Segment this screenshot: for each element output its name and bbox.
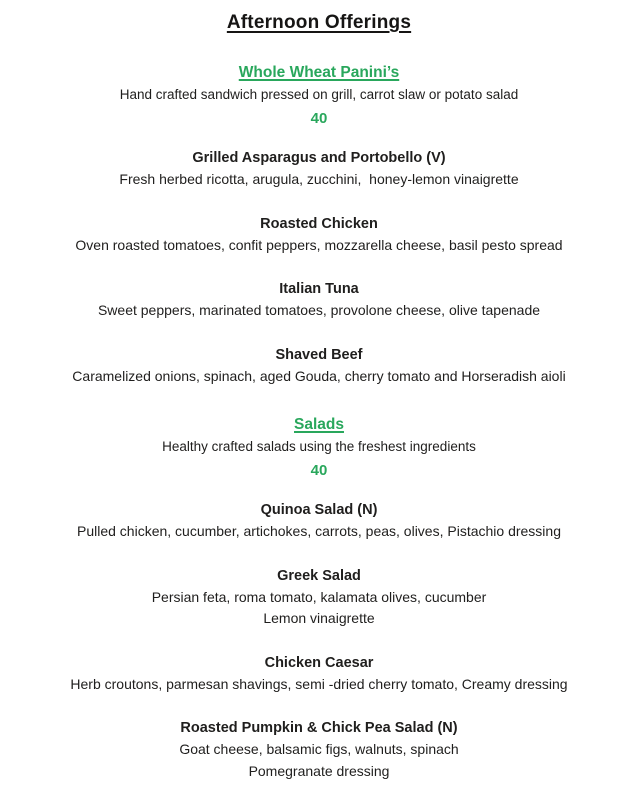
- page-title: Afternoon Offerings: [226, 12, 412, 33]
- menu-item: [0, 345, 638, 388]
- menu-item-description: Persian feta, roma tomato, kalamata olives, cucumber: [151, 588, 487, 605]
- section-heading-wrap: [0, 416, 638, 434]
- menu-item-name: Roasted Chicken: [260, 215, 378, 232]
- menu-item: [0, 718, 638, 782]
- menu-item: [0, 566, 638, 630]
- section-subtitle: Hand crafted sandwich pressed on grill, carrot slaw or potato salad: [119, 87, 519, 102]
- menu-item: [0, 214, 638, 257]
- section-subtitle: Healthy crafted salads using the freshest ingredients: [162, 439, 476, 454]
- menu-item-description: Lemon vinaigrette: [263, 610, 375, 626]
- menu-item-name: Shaved Beef: [275, 346, 363, 363]
- menu-item: [0, 500, 638, 543]
- section-price: 40: [310, 462, 328, 479]
- menu-item-name: Greek Salad: [277, 567, 361, 584]
- menu-item-description: Sweet peppers, marinated tomatoes, provolone cheese, olive tapenade: [97, 302, 541, 318]
- menu-item-description: Oven roasted tomatoes, confit peppers, mozzarella cheese, basil pesto spread: [75, 236, 563, 253]
- title-wrap: [0, 12, 638, 34]
- menu-item-name: Chicken Caesar: [264, 654, 374, 671]
- menu-item-name: Roasted Pumpkin & Chick Pea Salad (N): [180, 720, 458, 736]
- menu-item-name: Italian Tuna: [279, 281, 359, 297]
- menu-item-name: Grilled Asparagus and Portobello (V): [192, 150, 446, 166]
- menu-item: [0, 653, 638, 696]
- menu-item: [0, 148, 638, 191]
- menu-item: [0, 279, 638, 322]
- menu-item-description: Pulled chicken, cucumber, artichokes, carrots, peas, olives, Pistachio dressing: [76, 523, 561, 539]
- section-heading: Whole Wheat Panini’s: [238, 64, 400, 81]
- section-price: 40: [310, 110, 328, 127]
- menu-item-name: Quinoa Salad (N): [260, 502, 378, 518]
- menu-section-salads: [0, 416, 638, 782]
- section-heading: Salads: [294, 416, 344, 433]
- menu-item-description: Pomegranate dressing: [248, 762, 390, 779]
- menu-item-description: Caramelized onions, spinach, aged Gouda, cherry tomato and Horseradish aioli: [72, 367, 566, 384]
- menu-section-paninis: [0, 64, 638, 387]
- section-heading-wrap: [0, 64, 638, 82]
- menu-item-description: Fresh herbed ricotta, arugula, zucchini, honey-lemon vinaigrette: [119, 171, 519, 187]
- menu-item-description: Herb croutons, parmesan shavings, semi -dried cherry tomato, Creamy dressing: [70, 675, 568, 692]
- menu-item-description: Goat cheese, balsamic figs, walnuts, spinach: [179, 741, 459, 757]
